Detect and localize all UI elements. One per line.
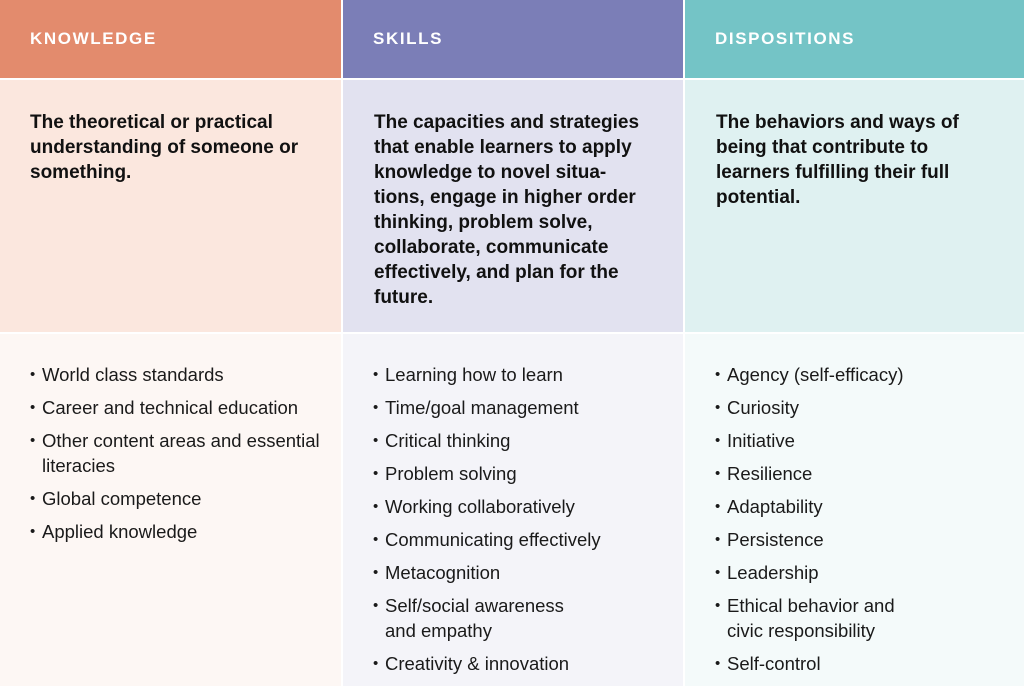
header-knowledge-label: KNOWLEDGE [30,29,157,48]
list-item: • Time/goal management [373,395,663,420]
list-item: • Self/social awareness and empathy [373,593,663,643]
list-item: • Resilience [715,461,1004,486]
list-item: • Problem solving [373,461,663,486]
description-skills-text: The capacities and strategies that enable learners to apply knowledge to novel situa-tions, engage in higher order thinking, problem solve, collaborate, communicate effectively, and plan for the future. [374,112,640,308]
description-knowledge [0,78,341,332]
list-item: • Initiative [715,428,1004,453]
list-dispositions [683,332,1024,686]
skills-items [373,362,663,676]
header-dispositions [683,0,1024,78]
list-item: • Applied knowledge [30,519,321,544]
list-item: • Other content areas and essential literacies [30,428,321,478]
list-item: • Persistence [715,527,1004,552]
knowledge-items [30,362,321,544]
list-item: • Global competence [30,486,321,511]
list-item: • Self-control [715,651,1004,676]
description-skills [341,78,683,332]
list-item: • Adaptability [715,494,1004,519]
list-item: • Creativity & innovation [373,651,663,676]
list-item: • Metacognition [373,560,663,585]
list-item: • Curiosity [715,395,1004,420]
list-item: • Leadership [715,560,1004,585]
description-dispositions [683,78,1024,332]
list-item: • Learning how to learn [373,362,663,387]
description-knowledge-text: The theoretical or practical understanding of someone or something. [30,112,299,183]
list-item: • Working collaboratively [373,494,663,519]
list-item: • Critical thinking [373,428,663,453]
list-skills [341,332,683,686]
list-item: • World class standards [30,362,321,387]
list-knowledge [0,332,341,686]
header-dispositions-label: DISPOSITIONS [715,29,856,48]
header-skills-label: SKILLS [373,29,444,48]
list-item: • Communicating effectively [373,527,663,552]
description-dispositions-text: The behaviors and ways of being that contribute to learners fulfilling their full potential. [716,112,959,208]
header-knowledge [0,0,341,78]
header-skills [341,0,683,78]
list-item: • Agency (self-efficacy) [715,362,1004,387]
list-item: • Career and technical education [30,395,321,420]
list-item: • Ethical behavior and civic responsibility [715,593,1004,643]
dispositions-items [715,362,1004,676]
